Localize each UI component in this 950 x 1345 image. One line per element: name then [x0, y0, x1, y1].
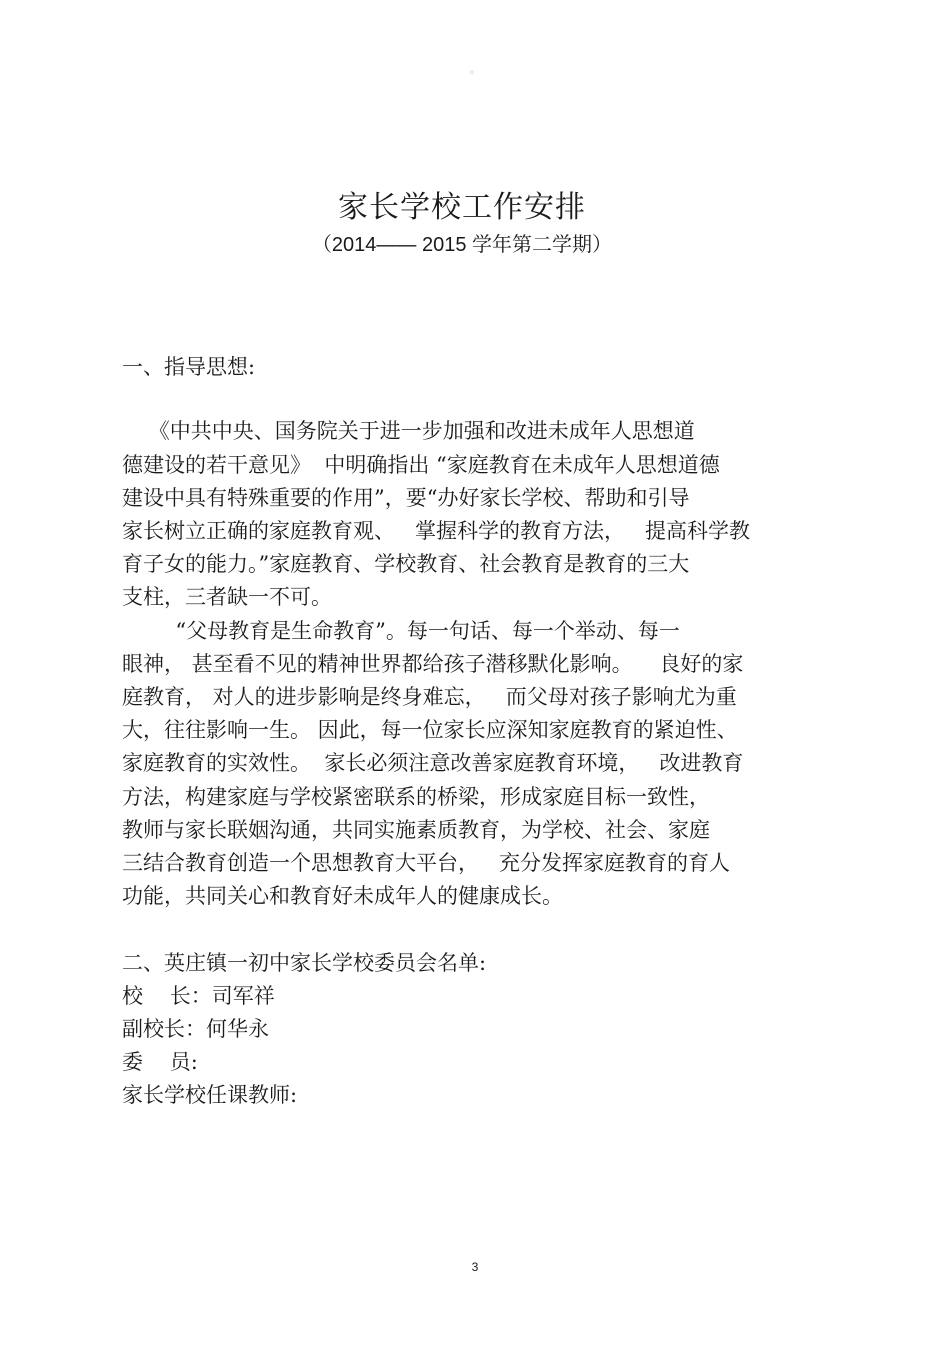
paragraph-line: 家庭教育的实效性。 家长必须注意改善家庭教育环境， 改进教育 — [122, 751, 744, 775]
paragraph-line: 育子女的能力。”家庭教育、学校教育、社会教育是教育的三大 — [122, 552, 690, 576]
document-subtitle: （2014—— 2015 学年第二学期） — [311, 234, 613, 256]
paragraph-line: 三结合教育创造一个思想教育大平台， 充分发挥家庭教育的育人 — [122, 851, 731, 875]
document-title: 家长学校工作安排 — [338, 190, 586, 225]
paragraph-line: 庭教育， 对人的进步影响是终身难忘， 而父母对孩子影响尤为重 — [122, 685, 737, 709]
paragraph-line: 方法，构建家庭与学校紧密联系的桥梁，形成家庭目标一致性， — [122, 785, 710, 809]
page-number: 3 — [471, 1260, 479, 1274]
paragraph-line: 《中共中央、国务院关于进一步加强和改进未成年人思想道 — [122, 419, 695, 443]
member-line-teachers: 家长学校任课教师: — [122, 1083, 298, 1107]
paragraph-line: 教师与家长联姻沟通，共同实施素质教育，为学校、社会、家庭 — [122, 818, 710, 842]
paragraph-line: 德建设的若干意见》 中明确指出 “家庭教育在未成年人思想道德 — [122, 453, 720, 477]
paragraph-line: 家长树立正确的家庭教育观、 掌握科学的教育方法， 提高科学教 — [122, 519, 751, 543]
paragraph-line: “父母教育是生命教育”。每一句话、每一个举动、每一 — [122, 619, 680, 643]
paragraph-line: 功能，共同关心和教育好未成年人的健康成长。 — [122, 884, 563, 908]
paragraph-line: 建设中具有特殊重要的作用”，要“办好家长学校、帮助和引导 — [122, 486, 690, 510]
header-mark: ◦ — [469, 68, 475, 79]
paragraph-line: 眼神， 甚至看不见的精神世界都给孩子潜移默化影响。 良好的家 — [122, 652, 744, 676]
paragraph-line: 大，往往影响一生。 因此，每一位家长应深知家庭教育的紧迫性、 — [122, 718, 738, 742]
member-line-principal: 校 长：司军祥 — [122, 984, 275, 1008]
member-line-committee: 委 员: — [122, 1050, 198, 1074]
member-line-vice-principal: 副校长：何华永 — [122, 1017, 269, 1041]
section1-heading: 一、指导思想: — [122, 355, 256, 379]
section2-heading: 二、英庄镇一初中家长学校委员会名单: — [122, 951, 487, 975]
paragraph-line: 支柱，三者缺一不可。 — [122, 585, 332, 609]
